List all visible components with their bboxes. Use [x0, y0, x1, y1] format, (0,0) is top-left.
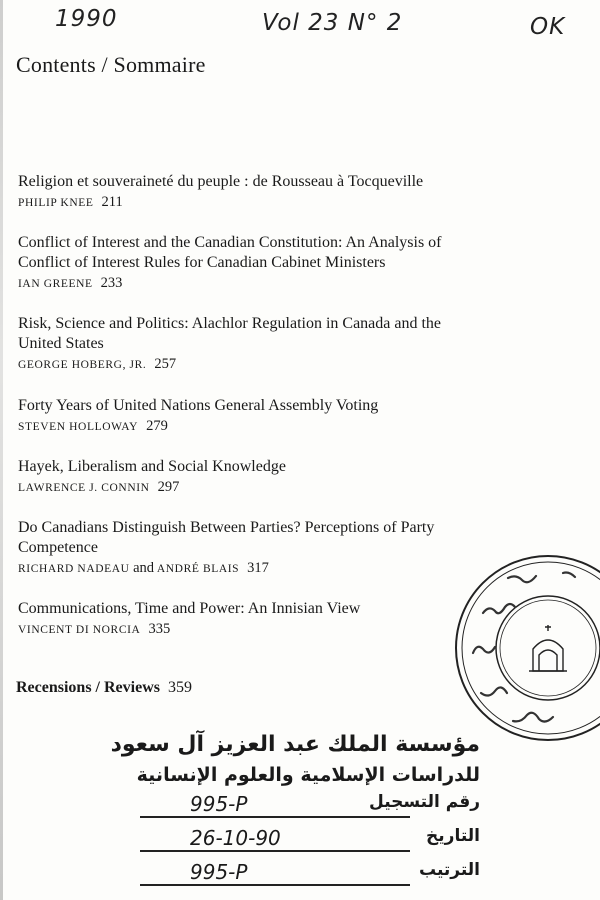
entry-author-line: [18, 274, 538, 293]
stamp-underline: [140, 850, 410, 852]
stamp-value: 995-P: [190, 792, 248, 816]
entry-author-2: ANDRÉ BLAIS: [156, 563, 240, 575]
stamp-value: 26-10-90: [190, 826, 281, 850]
entry-author-line: [18, 478, 538, 497]
toc-entry: [18, 233, 538, 293]
entry-page: 211: [101, 194, 123, 210]
entry-author: LAWRENCE J. CONNIN: [18, 482, 150, 494]
author-join: and: [133, 560, 155, 576]
round-seal-stamp: [453, 553, 600, 743]
stamp-underline: [140, 816, 410, 818]
entry-title: Communications, Time and Power: An Innisian View: [18, 600, 361, 617]
stamp-label: رقم التسجيل: [369, 792, 480, 812]
entry-title-cont: Competence: [18, 539, 98, 556]
entry-page: 257: [154, 356, 177, 372]
entry-title-cont: Conflict of Interest Rules for Canadian Cabinet Ministers: [18, 254, 386, 271]
entry-title: Religion et souveraineté du peuple : de Rousseau à Tocqueville: [18, 173, 424, 190]
entry-author: GEORGE HOBERG, JR.: [18, 359, 147, 371]
entry-author-line: [18, 355, 538, 374]
entry-author-line: [18, 417, 538, 436]
toc-entry: [18, 314, 538, 374]
reviews-entry: [16, 679, 192, 697]
handwritten-ok: OK: [530, 14, 566, 40]
stamp-row-date: [140, 826, 480, 856]
stamp-label: الترتيب: [418, 860, 480, 880]
scan-margin: [0, 0, 3, 900]
entry-page: 233: [100, 275, 123, 291]
entry-author: VINCENT DI NORCIA: [18, 624, 141, 636]
stamp-org-line1: مؤسسة الملك عبد العزيز آل سعود: [110, 732, 480, 757]
page-title: Contents / Sommaire: [16, 52, 206, 77]
entry-title: Hayek, Liberalism and Social Knowledge: [18, 458, 286, 475]
stamp-row-order: [140, 860, 480, 890]
stamp-label: التاريخ: [426, 826, 480, 846]
entry-author: PHILIP KNEE: [18, 197, 94, 209]
entry-title: Forty Years of United Nations General Assembly Voting: [18, 397, 379, 414]
stamp-value: 995-P: [190, 860, 248, 884]
entry-title-cont: United States: [18, 335, 104, 352]
entry-page: 317: [247, 560, 269, 576]
stamp-row-registration: [140, 792, 480, 822]
stamp-underline: [140, 884, 410, 886]
entry-page: 297: [157, 479, 180, 495]
entry-author: STEVEN HOLLOWAY: [18, 421, 139, 433]
entry-page: 279: [146, 418, 168, 434]
entry-title: Conflict of Interest and the Canadian Constitution: An Analysis of: [18, 234, 442, 251]
entry-title: Do Canadians Distinguish Between Parties? Perceptions of Party: [18, 519, 435, 536]
reviews-page: 359: [167, 679, 192, 696]
entry-page: 335: [148, 621, 171, 637]
reviews-label: Recensions / Reviews: [16, 679, 160, 696]
handwritten-volume: Vol 23 N° 2: [262, 10, 403, 36]
entry-author: RICHARD NADEAU: [18, 563, 130, 575]
library-registration-stamp: [110, 728, 480, 900]
toc-entry: [18, 172, 538, 212]
toc-entry: [18, 396, 538, 436]
handwritten-year: 1990: [55, 6, 118, 32]
stamp-org-line2: للدراسات الإسلامية والعلوم الإنسانية: [136, 764, 480, 786]
entry-author-line: [18, 193, 538, 212]
entry-title: Risk, Science and Politics: Alachlor Regulation in Canada and the: [18, 315, 442, 332]
entry-author: IAN GREENE: [18, 278, 93, 290]
toc-entry: [18, 457, 538, 497]
